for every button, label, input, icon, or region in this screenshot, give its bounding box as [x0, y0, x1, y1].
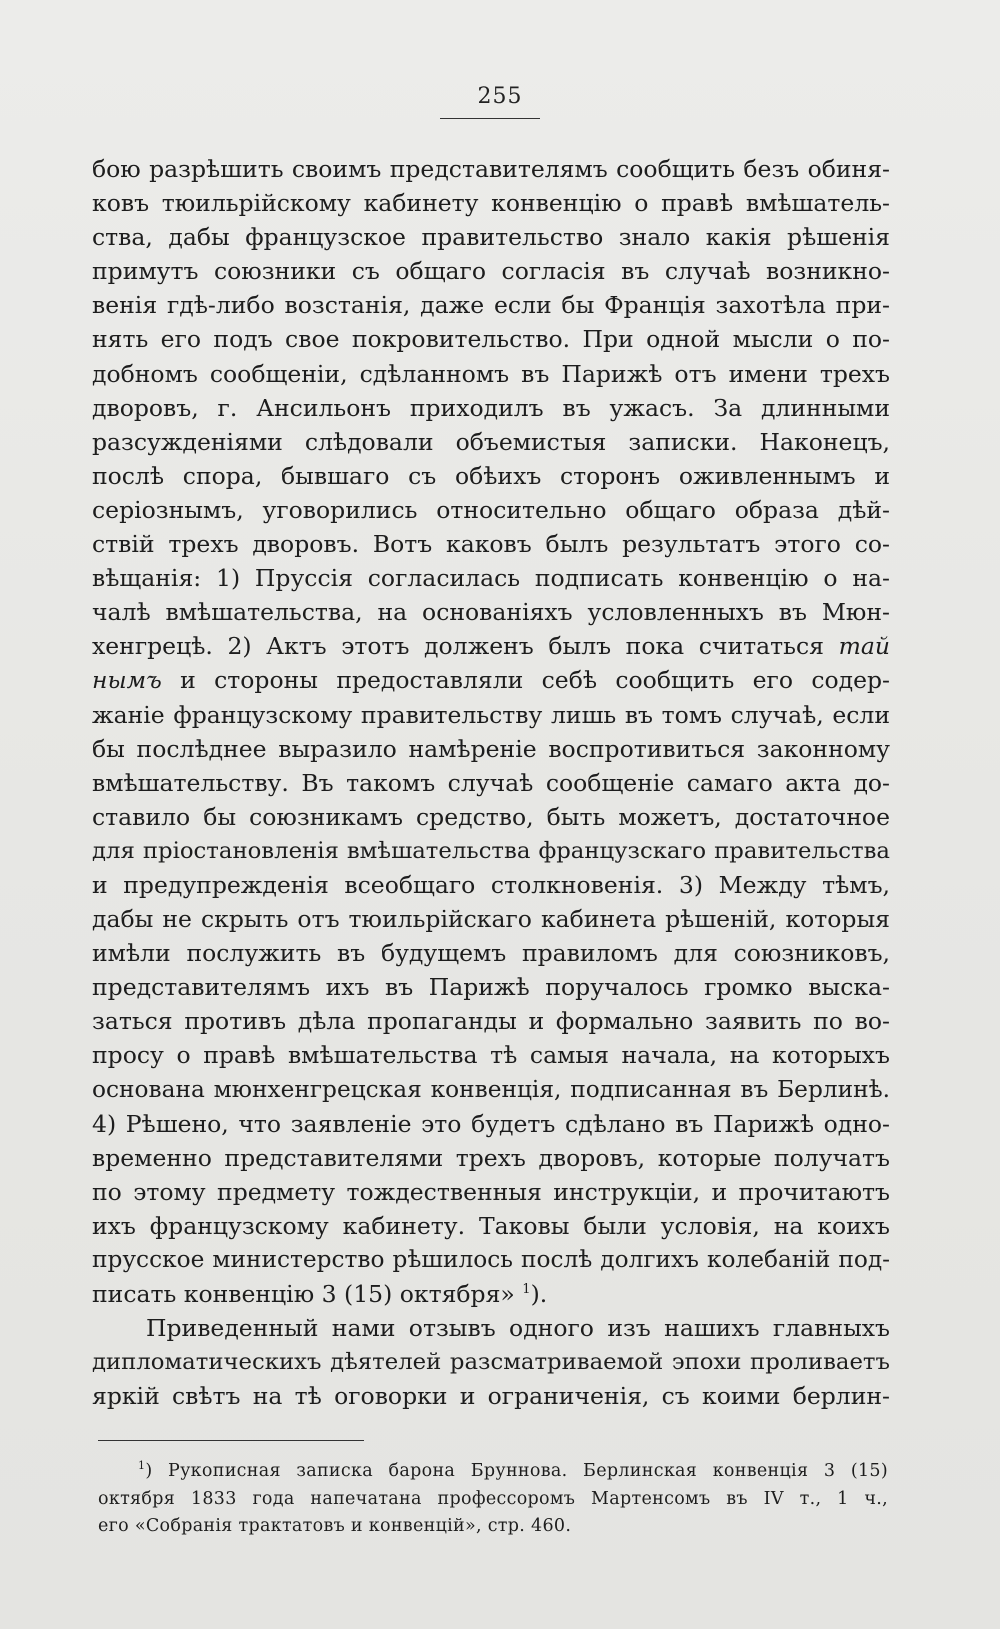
- text-line: вѣщанія: 1) Пруссія согласилась подписать конвенцію о на-: [92, 564, 890, 593]
- footnote-text: ) Рукописная записка барона Бруннова. Берлинская конвенція 3 (15): [145, 1461, 888, 1481]
- line-text: ).: [530, 1280, 548, 1309]
- text-line: основана мюнхенгрецская конвенція, подписанная въ Берлинѣ.: [92, 1075, 890, 1103]
- text-line: разсужденіями слѣдовали объемистыя записки. Наконецъ,: [92, 427, 890, 456]
- footnote-separator: [98, 1440, 364, 1441]
- text-line: бы послѣднее выразило намѣреніе воспротивиться законному: [92, 734, 890, 763]
- text-line: добномъ сообщеніи, сдѣланномъ въ Парижѣ отъ имени трехъ: [92, 359, 890, 388]
- text-line: [92, 663, 890, 697]
- text-line: прусское министерство рѣшилось послѣ долгихъ колебаній под-: [92, 1246, 890, 1273]
- text-line: бою разрѣшить своимъ представителямъ сообщить безъ обиня-: [92, 155, 890, 183]
- text-line: заться противъ дѣла пропаганды и формально заявить по во-: [92, 1007, 890, 1036]
- text-line: жаніе французскому правительству лишь въ томъ случаѣ, если: [92, 700, 890, 729]
- line-text: и стороны предоставляли себѣ сообщить его содер-: [180, 666, 890, 695]
- text-line: дипломатическихъ дѣятелей разсматриваемой эпохи проливаетъ: [92, 1349, 890, 1376]
- text-line: временно представителями трехъ дворовъ, которые получатъ: [92, 1143, 890, 1172]
- page-number: 255: [477, 84, 523, 109]
- text-line: ствій трехъ дворовъ. Вотъ каковъ былъ результатъ этого со-: [92, 530, 890, 559]
- footnote-line: его «Собранія трактатовъ и конвенцій», стр. 460.: [98, 1516, 572, 1537]
- text-line: по этому предмету тождественныя инструкціи, и прочитаютъ: [92, 1177, 890, 1206]
- text-line: венія гдѣ-либо возстанія, даже если бы Франція захотѣла при-: [92, 291, 890, 320]
- text-line: просу о правѣ вмѣшательства тѣ самыя начала, на которыхъ: [92, 1041, 890, 1070]
- main-text: [92, 152, 890, 1413]
- text-line: нять его подъ свое покровительство. При одной мысли о по-: [92, 325, 890, 354]
- text-line: дворовъ, г. Ансильонъ приходилъ въ ужасъ. За длинными: [92, 393, 890, 422]
- text-line: 4) Рѣшено, что заявленіе это будетъ сдѣлано въ Парижѣ одно-: [92, 1109, 890, 1138]
- footnote: [98, 1458, 888, 1541]
- footnote-reference[interactable]: 1: [522, 1282, 531, 1298]
- text-line: ихъ французскому кабинету. Таковы были условія, на коихъ: [92, 1211, 890, 1240]
- page-number-rule: [440, 118, 540, 119]
- line-text: хенгрецѣ. 2) Актъ этотъ долженъ былъ пока считаться: [92, 632, 824, 661]
- text-line: Приведенный нами отзывъ одного изъ нашихъ главныхъ: [146, 1314, 890, 1343]
- text-line: вмѣшательству. Въ такомъ случаѣ сообщеніе самаго акта до-: [92, 768, 890, 797]
- text-line: серіознымъ, уговорились относительно общаго образа дѣй-: [92, 495, 890, 524]
- text-line: дабы не скрыть отъ тюильрійскаго кабинета рѣшеній, которыя: [92, 905, 890, 934]
- text-line: послѣ спора, бывшаго съ обѣихъ сторонъ оживленнымъ и: [92, 461, 890, 490]
- text-line: имѣли послужить въ будущемъ правиломъ для союзниковъ,: [92, 939, 890, 968]
- text-line: для пріостановленія вмѣшательства французскаго правительства: [92, 837, 890, 864]
- italic-word: нымъ: [92, 666, 162, 695]
- line-text: писать конвенцію 3 (15) октября»: [92, 1280, 515, 1309]
- text-line: ставило бы союзникамъ средство, быть можетъ, достаточное: [92, 802, 890, 831]
- text-line: яркій свѣтъ на тѣ оговорки и ограниченія, съ коими берлин-: [92, 1382, 890, 1411]
- footnote-line: октября 1833 года напечатана профессоромъ Мартенсомъ въ IV т., 1 ч.,: [98, 1488, 888, 1509]
- italic-word: тай: [838, 632, 890, 661]
- text-line: ковъ тюильрійскому кабинету конвенцію о правѣ вмѣшатель-: [92, 189, 890, 218]
- text-line: представителямъ ихъ въ Парижѣ поручалось громко выска-: [92, 973, 890, 1002]
- footnote-marker: 1: [138, 1459, 146, 1472]
- text-line: чалѣ вмѣшательства, на основаніяхъ условленныхъ въ Мюн-: [92, 598, 890, 627]
- text-line: [92, 629, 890, 663]
- text-line: примутъ союзники съ общаго согласія въ случаѣ возникно-: [92, 257, 890, 286]
- text-line: и предупрежденія всеобщаго столкновенія. 3) Между тѣмъ,: [92, 870, 890, 899]
- text-line: ства, дабы французское правительство знало какія рѣшенія: [92, 223, 890, 252]
- text-line: [92, 1277, 890, 1311]
- footnote-line: [98, 1458, 888, 1486]
